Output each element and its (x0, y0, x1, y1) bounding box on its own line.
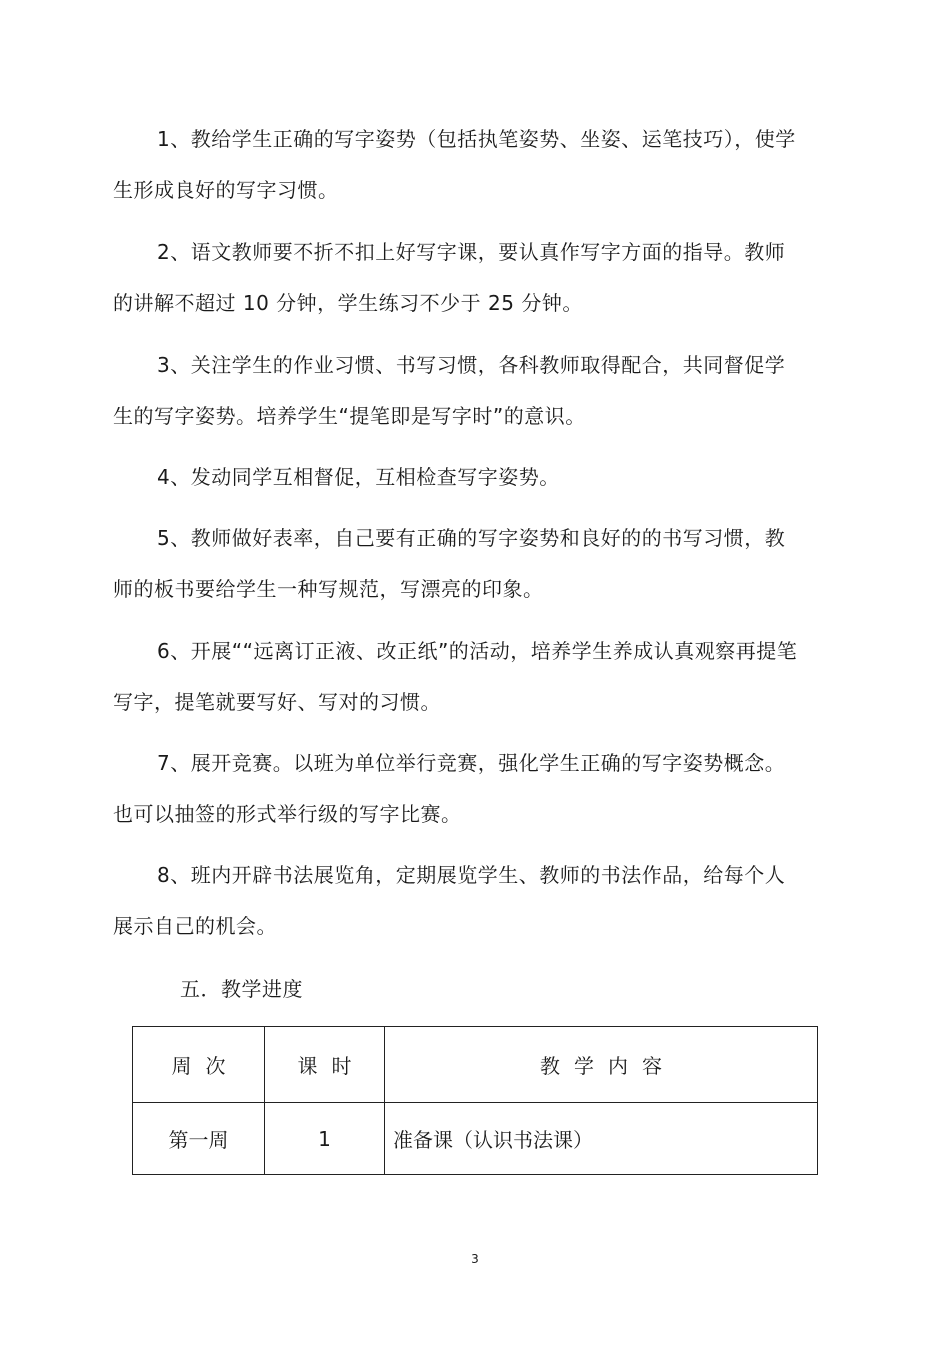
paragraph-7: 7、展开竞赛。以班为单位举行竞赛，强化学生正确的写字姿势概念。也可以抽签的形式举行级的写字比赛。 (113, 751, 786, 826)
table-row (133, 1103, 818, 1175)
paragraph-2: 2、语文教师要不折不扣上好写字课，要认真作写字方面的指导。教师的讲解不超过 10 分钟，学生练习不少于 25 分钟。 (113, 240, 786, 315)
cell-content: 准备课（认识书法课） (385, 1103, 818, 1175)
paragraph-8: 8、班内开辟书法展览角，定期展览学生、教师的书法作品，给每个人展示自己的机会。 (113, 863, 786, 938)
header-week: 周次 (133, 1027, 265, 1103)
section-heading: 五．教学进度 (180, 977, 303, 1001)
paragraph-3: 3、关注学生的作业习惯、书写习惯，各科教师取得配合，共同督促学生的写字姿势。培养学生“提笔即是写字时”的意识。 (113, 353, 786, 428)
paragraph-4: 4、发动同学互相督促，互相检查写字姿势。 (157, 465, 560, 489)
header-content: 教学内容 (385, 1027, 818, 1103)
cell-week: 第一周 (133, 1103, 265, 1175)
cell-hours: 1 (265, 1103, 385, 1175)
schedule-table (132, 1026, 818, 1175)
paragraph-6: 6、开展““远离订正液、改正纸”的活动，培养学生养成认真观察再提笔写字，提笔就要写好、写对的习惯。 (113, 639, 798, 714)
header-hours: 课时 (265, 1027, 385, 1103)
paragraph-5: 5、教师做好表率，自己要有正确的写字姿势和良好的的书写习惯，教师的板书要给学生一种写规范，写漂亮的印象。 (113, 526, 786, 601)
page-number: 3 (471, 1252, 479, 1266)
paragraph-1: 1、教给学生正确的写字姿势（包括执笔姿势、坐姿、运笔技巧），使学生形成良好的写字习惯。 (113, 127, 796, 202)
table-header-row (133, 1027, 818, 1103)
